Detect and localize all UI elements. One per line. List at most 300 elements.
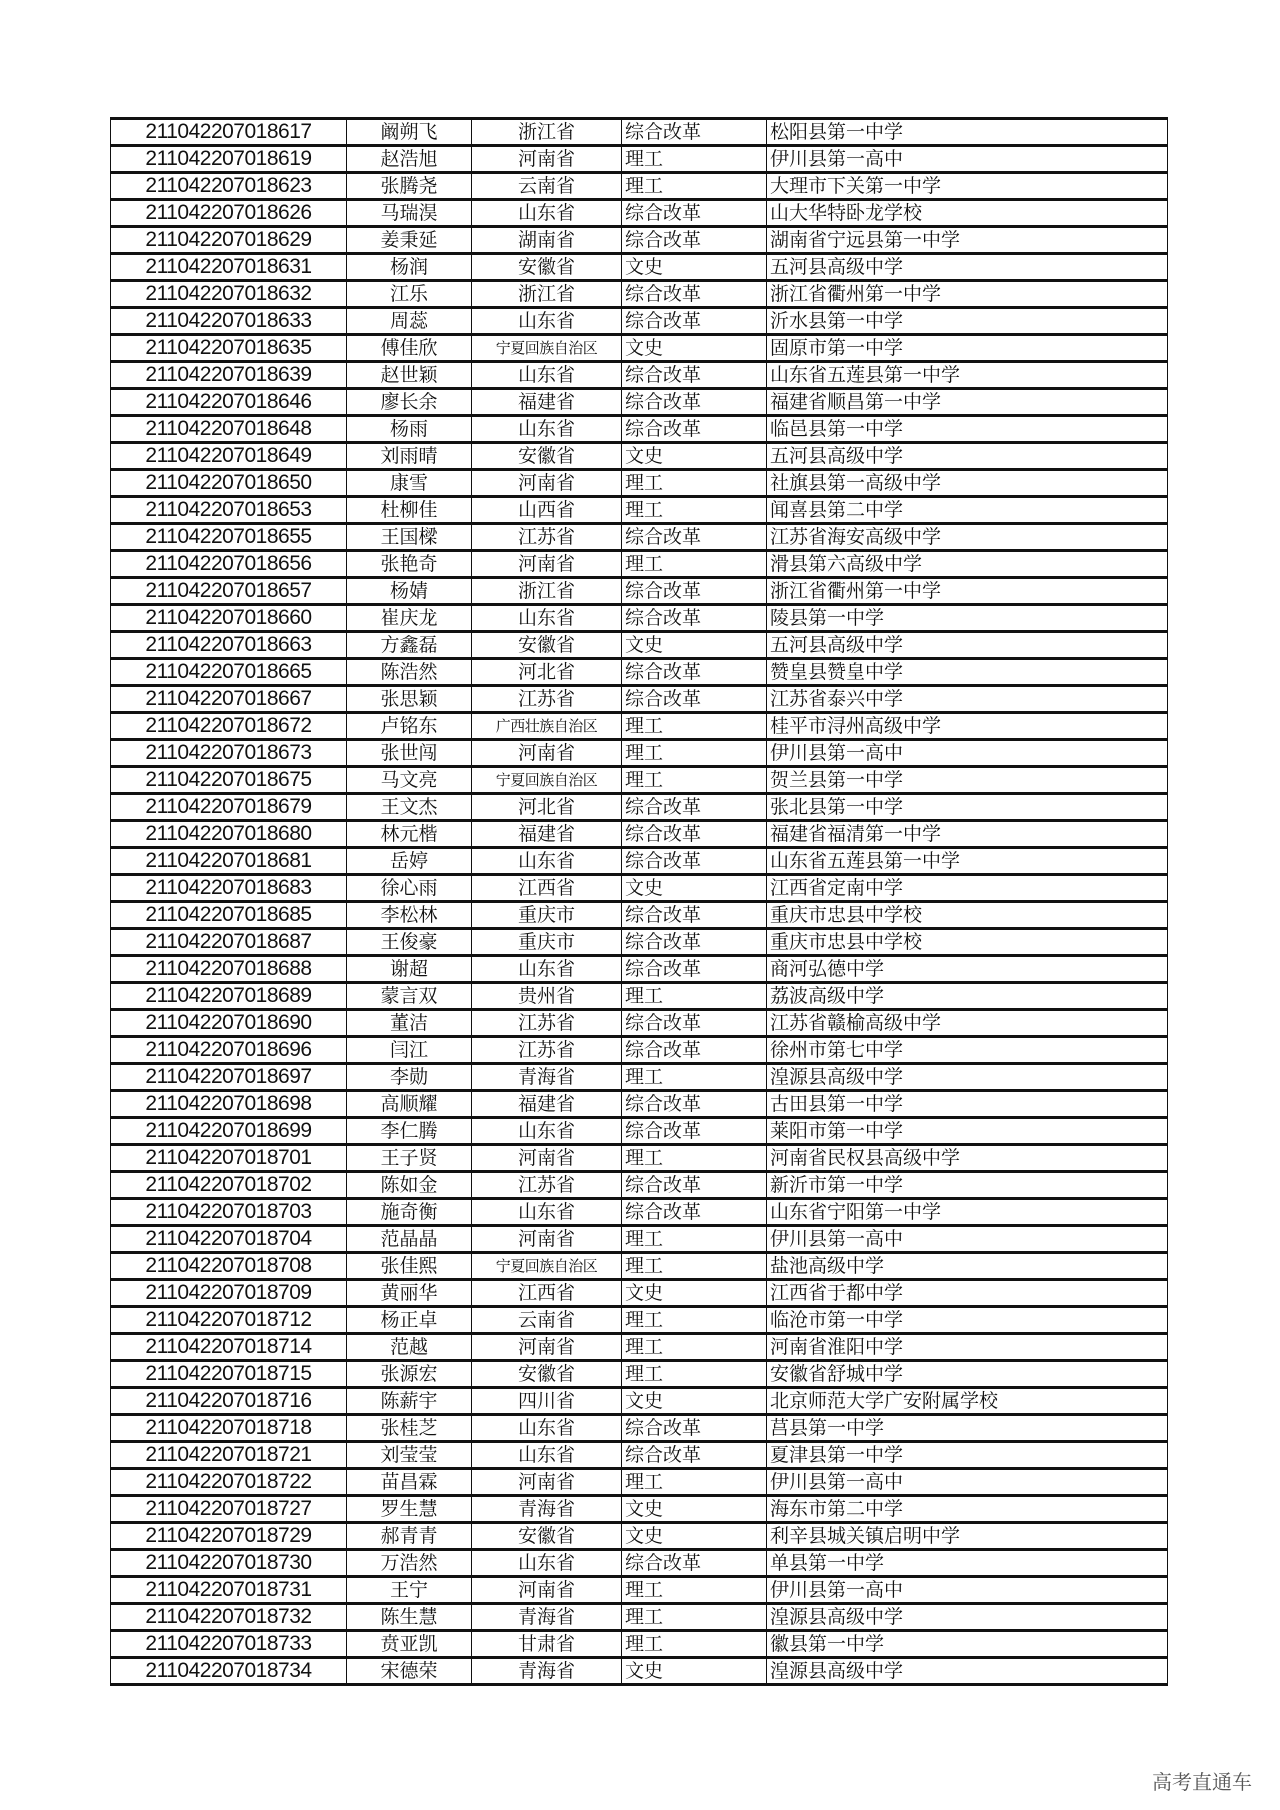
student-name-cell: 赵浩旭 — [347, 146, 472, 173]
province-cell: 江苏省 — [472, 1010, 622, 1037]
exam-number-cell: 211042207018679 — [111, 794, 347, 821]
student-name-cell: 王文杰 — [347, 794, 472, 821]
school-cell: 重庆市忠县中学校 — [767, 929, 1168, 956]
school-cell: 江西省定南中学 — [767, 875, 1168, 902]
exam-number-cell: 211042207018704 — [111, 1226, 347, 1253]
table-row — [111, 524, 1168, 551]
school-cell: 闻喜县第二中学 — [767, 497, 1168, 524]
school-cell: 单县第一中学 — [767, 1550, 1168, 1577]
exam-number-cell: 211042207018672 — [111, 713, 347, 740]
table-row — [111, 1361, 1168, 1388]
school-cell: 临沧市第一中学 — [767, 1307, 1168, 1334]
student-name-cell: 谢超 — [347, 956, 472, 983]
subject-type-cell: 理工 — [622, 1226, 767, 1253]
exam-number-cell: 211042207018715 — [111, 1361, 347, 1388]
exam-number-cell: 211042207018734 — [111, 1658, 347, 1685]
student-name-cell: 杨婧 — [347, 578, 472, 605]
province-cell: 山东省 — [472, 1415, 622, 1442]
school-cell: 盐池高级中学 — [767, 1253, 1168, 1280]
exam-number-cell: 211042207018665 — [111, 659, 347, 686]
province-cell: 河北省 — [472, 659, 622, 686]
school-cell: 伊川县第一高中 — [767, 740, 1168, 767]
table-row — [111, 713, 1168, 740]
student-name-cell: 黄丽华 — [347, 1280, 472, 1307]
province-cell: 山东省 — [472, 1442, 622, 1469]
table-row — [111, 875, 1168, 902]
subject-type-cell: 综合改革 — [622, 929, 767, 956]
province-cell: 青海省 — [472, 1658, 622, 1685]
table-row — [111, 1550, 1168, 1577]
table-row — [111, 308, 1168, 335]
table-row — [111, 470, 1168, 497]
student-name-cell: 李勋 — [347, 1064, 472, 1091]
table-row — [111, 821, 1168, 848]
subject-type-cell: 文史 — [622, 254, 767, 281]
province-cell: 宁夏回族自治区 — [472, 335, 622, 362]
table-row — [111, 902, 1168, 929]
admission-list-table — [110, 117, 1168, 1686]
school-cell: 夏津县第一中学 — [767, 1442, 1168, 1469]
watermark: 高考直通车 — [1152, 1770, 1252, 1794]
exam-number-cell: 211042207018685 — [111, 902, 347, 929]
subject-type-cell: 理工 — [622, 1631, 767, 1658]
subject-type-cell: 理工 — [622, 1361, 767, 1388]
exam-number-cell: 211042207018709 — [111, 1280, 347, 1307]
school-cell: 海东市第二中学 — [767, 1496, 1168, 1523]
province-cell: 山东省 — [472, 308, 622, 335]
subject-type-cell: 综合改革 — [622, 821, 767, 848]
student-name-cell: 杨雨 — [347, 416, 472, 443]
province-cell: 江西省 — [472, 1280, 622, 1307]
province-cell: 河南省 — [472, 551, 622, 578]
school-cell: 河南省民权县高级中学 — [767, 1145, 1168, 1172]
province-cell: 重庆市 — [472, 929, 622, 956]
table-row — [111, 1064, 1168, 1091]
exam-number-cell: 211042207018657 — [111, 578, 347, 605]
subject-type-cell: 综合改革 — [622, 227, 767, 254]
exam-number-cell: 211042207018623 — [111, 173, 347, 200]
school-cell: 五河县高级中学 — [767, 443, 1168, 470]
subject-type-cell: 文史 — [622, 1496, 767, 1523]
table-row — [111, 1010, 1168, 1037]
exam-number-cell: 211042207018701 — [111, 1145, 347, 1172]
table-row — [111, 1280, 1168, 1307]
subject-type-cell: 理工 — [622, 1334, 767, 1361]
province-cell: 安徽省 — [472, 1523, 622, 1550]
exam-number-cell: 211042207018731 — [111, 1577, 347, 1604]
subject-type-cell: 综合改革 — [622, 308, 767, 335]
province-cell: 河南省 — [472, 1469, 622, 1496]
school-cell: 固原市第一中学 — [767, 335, 1168, 362]
exam-number-cell: 211042207018635 — [111, 335, 347, 362]
province-cell: 江西省 — [472, 875, 622, 902]
school-cell: 莱阳市第一中学 — [767, 1118, 1168, 1145]
province-cell: 山东省 — [472, 200, 622, 227]
exam-number-cell: 211042207018680 — [111, 821, 347, 848]
table-row — [111, 173, 1168, 200]
exam-number-cell: 211042207018703 — [111, 1199, 347, 1226]
school-cell: 江苏省泰兴中学 — [767, 686, 1168, 713]
exam-number-cell: 211042207018729 — [111, 1523, 347, 1550]
subject-type-cell: 理工 — [622, 1307, 767, 1334]
school-cell: 大理市下关第一中学 — [767, 173, 1168, 200]
table-row — [111, 119, 1168, 146]
exam-number-cell: 211042207018631 — [111, 254, 347, 281]
table-row — [111, 659, 1168, 686]
subject-type-cell: 理工 — [622, 983, 767, 1010]
province-cell: 安徽省 — [472, 254, 622, 281]
school-cell: 五河县高级中学 — [767, 632, 1168, 659]
school-cell: 滑县第六高级中学 — [767, 551, 1168, 578]
table-row — [111, 632, 1168, 659]
student-name-cell: 闫江 — [347, 1037, 472, 1064]
student-name-cell: 王宁 — [347, 1577, 472, 1604]
province-cell: 贵州省 — [472, 983, 622, 1010]
table-row — [111, 1496, 1168, 1523]
subject-type-cell: 理工 — [622, 1604, 767, 1631]
exam-number-cell: 211042207018697 — [111, 1064, 347, 1091]
subject-type-cell: 综合改革 — [622, 1442, 767, 1469]
table-row — [111, 1037, 1168, 1064]
exam-number-cell: 211042207018626 — [111, 200, 347, 227]
exam-number-cell: 211042207018663 — [111, 632, 347, 659]
school-cell: 山东省宁阳第一中学 — [767, 1199, 1168, 1226]
table-row — [111, 335, 1168, 362]
school-cell: 伊川县第一高中 — [767, 1469, 1168, 1496]
table-row — [111, 281, 1168, 308]
subject-type-cell: 理工 — [622, 1577, 767, 1604]
school-cell: 古田县第一中学 — [767, 1091, 1168, 1118]
table-row — [111, 497, 1168, 524]
exam-number-cell: 211042207018722 — [111, 1469, 347, 1496]
school-cell: 北京师范大学广安附属学校 — [767, 1388, 1168, 1415]
table-row — [111, 389, 1168, 416]
province-cell: 湖南省 — [472, 227, 622, 254]
student-name-cell: 姜秉延 — [347, 227, 472, 254]
exam-number-cell: 211042207018675 — [111, 767, 347, 794]
student-name-cell: 范晶晶 — [347, 1226, 472, 1253]
table-row — [111, 1172, 1168, 1199]
table-row — [111, 1523, 1168, 1550]
student-name-cell: 陈薪宇 — [347, 1388, 472, 1415]
student-name-cell: 罗生慧 — [347, 1496, 472, 1523]
exam-number-cell: 211042207018690 — [111, 1010, 347, 1037]
province-cell: 安徽省 — [472, 443, 622, 470]
province-cell: 山西省 — [472, 497, 622, 524]
province-cell: 青海省 — [472, 1496, 622, 1523]
table-row — [111, 416, 1168, 443]
subject-type-cell: 综合改革 — [622, 1037, 767, 1064]
subject-type-cell: 综合改革 — [622, 848, 767, 875]
exam-number-cell: 211042207018648 — [111, 416, 347, 443]
table-row — [111, 1388, 1168, 1415]
student-name-cell: 廖长余 — [347, 389, 472, 416]
exam-number-cell: 211042207018696 — [111, 1037, 347, 1064]
province-cell: 河南省 — [472, 740, 622, 767]
student-name-cell: 张思颖 — [347, 686, 472, 713]
province-cell: 浙江省 — [472, 119, 622, 146]
school-cell: 利辛县城关镇启明中学 — [767, 1523, 1168, 1550]
school-cell: 陵县第一中学 — [767, 605, 1168, 632]
exam-number-cell: 211042207018721 — [111, 1442, 347, 1469]
exam-number-cell: 211042207018727 — [111, 1496, 347, 1523]
province-cell: 浙江省 — [472, 281, 622, 308]
province-cell: 青海省 — [472, 1604, 622, 1631]
school-cell: 新沂市第一中学 — [767, 1172, 1168, 1199]
province-cell: 山东省 — [472, 956, 622, 983]
school-cell: 山东省五莲县第一中学 — [767, 362, 1168, 389]
student-name-cell: 张世闯 — [347, 740, 472, 767]
school-cell: 江苏省赣榆高级中学 — [767, 1010, 1168, 1037]
table-row — [111, 1199, 1168, 1226]
subject-type-cell: 理工 — [622, 470, 767, 497]
exam-number-cell: 211042207018714 — [111, 1334, 347, 1361]
province-cell: 福建省 — [472, 389, 622, 416]
student-name-cell: 贲亚凯 — [347, 1631, 472, 1658]
student-name-cell: 傅佳欣 — [347, 335, 472, 362]
table-row — [111, 443, 1168, 470]
exam-number-cell: 211042207018688 — [111, 956, 347, 983]
table-row — [111, 686, 1168, 713]
subject-type-cell: 理工 — [622, 740, 767, 767]
school-cell: 松阳县第一中学 — [767, 119, 1168, 146]
student-name-cell: 杜柳佳 — [347, 497, 472, 524]
table-row — [111, 1604, 1168, 1631]
table-row — [111, 1334, 1168, 1361]
exam-number-cell: 211042207018617 — [111, 119, 347, 146]
subject-type-cell: 综合改革 — [622, 578, 767, 605]
school-cell: 沂水县第一中学 — [767, 308, 1168, 335]
school-cell: 重庆市忠县中学校 — [767, 902, 1168, 929]
school-cell: 福建省顺昌第一中学 — [767, 389, 1168, 416]
table-row — [111, 578, 1168, 605]
student-name-cell: 王子贤 — [347, 1145, 472, 1172]
province-cell: 福建省 — [472, 1091, 622, 1118]
school-cell: 湟源县高级中学 — [767, 1604, 1168, 1631]
exam-number-cell: 211042207018629 — [111, 227, 347, 254]
province-cell: 青海省 — [472, 1064, 622, 1091]
table-row — [111, 200, 1168, 227]
student-name-cell: 张艳奇 — [347, 551, 472, 578]
subject-type-cell: 综合改革 — [622, 902, 767, 929]
province-cell: 河南省 — [472, 470, 622, 497]
table-row — [111, 794, 1168, 821]
school-cell: 徐州市第七中学 — [767, 1037, 1168, 1064]
subject-type-cell: 综合改革 — [622, 416, 767, 443]
school-cell: 江西省于都中学 — [767, 1280, 1168, 1307]
table-row — [111, 1577, 1168, 1604]
table-row — [111, 1145, 1168, 1172]
school-cell: 浙江省衢州第一中学 — [767, 578, 1168, 605]
student-name-cell: 李仁腾 — [347, 1118, 472, 1145]
student-name-cell: 杨润 — [347, 254, 472, 281]
student-name-cell: 徐心雨 — [347, 875, 472, 902]
table-row — [111, 1469, 1168, 1496]
province-cell: 山东省 — [472, 1199, 622, 1226]
student-name-cell: 王俊豪 — [347, 929, 472, 956]
subject-type-cell: 理工 — [622, 1469, 767, 1496]
student-name-cell: 刘莹莹 — [347, 1442, 472, 1469]
school-cell: 山东省五莲县第一中学 — [767, 848, 1168, 875]
province-cell: 福建省 — [472, 821, 622, 848]
table-row — [111, 1658, 1168, 1685]
school-cell: 山大华特卧龙学校 — [767, 200, 1168, 227]
subject-type-cell: 综合改革 — [622, 659, 767, 686]
subject-type-cell: 文史 — [622, 1523, 767, 1550]
school-cell: 荔波高级中学 — [767, 983, 1168, 1010]
table-row — [111, 1091, 1168, 1118]
student-name-cell: 张桂芝 — [347, 1415, 472, 1442]
student-name-cell: 方鑫磊 — [347, 632, 472, 659]
table-row — [111, 146, 1168, 173]
school-cell: 福建省福清第一中学 — [767, 821, 1168, 848]
school-cell: 临邑县第一中学 — [767, 416, 1168, 443]
subject-type-cell: 文史 — [622, 875, 767, 902]
province-cell: 宁夏回族自治区 — [472, 1253, 622, 1280]
subject-type-cell: 文史 — [622, 1388, 767, 1415]
subject-type-cell: 文史 — [622, 632, 767, 659]
school-cell: 贺兰县第一中学 — [767, 767, 1168, 794]
table-row — [111, 605, 1168, 632]
school-cell: 商河弘德中学 — [767, 956, 1168, 983]
table-body — [111, 119, 1168, 1685]
student-name-cell: 马文亮 — [347, 767, 472, 794]
school-cell: 安徽省舒城中学 — [767, 1361, 1168, 1388]
subject-type-cell: 综合改革 — [622, 119, 767, 146]
school-cell: 徽县第一中学 — [767, 1631, 1168, 1658]
subject-type-cell: 理工 — [622, 713, 767, 740]
student-name-cell: 周蕊 — [347, 308, 472, 335]
exam-number-cell: 211042207018687 — [111, 929, 347, 956]
student-name-cell: 杨正卓 — [347, 1307, 472, 1334]
exam-number-cell: 211042207018633 — [111, 308, 347, 335]
exam-number-cell: 211042207018689 — [111, 983, 347, 1010]
exam-number-cell: 211042207018653 — [111, 497, 347, 524]
student-name-cell: 陈如金 — [347, 1172, 472, 1199]
school-cell: 莒县第一中学 — [767, 1415, 1168, 1442]
province-cell: 山东省 — [472, 362, 622, 389]
province-cell: 河南省 — [472, 146, 622, 173]
subject-type-cell: 理工 — [622, 146, 767, 173]
student-name-cell: 万浩然 — [347, 1550, 472, 1577]
student-name-cell: 范越 — [347, 1334, 472, 1361]
exam-number-cell: 211042207018716 — [111, 1388, 347, 1415]
subject-type-cell: 理工 — [622, 551, 767, 578]
student-name-cell: 施奇衡 — [347, 1199, 472, 1226]
subject-type-cell: 综合改革 — [622, 1415, 767, 1442]
province-cell: 江苏省 — [472, 524, 622, 551]
table-row — [111, 227, 1168, 254]
subject-type-cell: 综合改革 — [622, 362, 767, 389]
table-row — [111, 1253, 1168, 1280]
school-cell: 浙江省衢州第一中学 — [767, 281, 1168, 308]
subject-type-cell: 综合改革 — [622, 794, 767, 821]
subject-type-cell: 理工 — [622, 497, 767, 524]
province-cell: 江苏省 — [472, 1172, 622, 1199]
exam-number-cell: 211042207018650 — [111, 470, 347, 497]
subject-type-cell: 综合改革 — [622, 1199, 767, 1226]
subject-type-cell: 文史 — [622, 1280, 767, 1307]
exam-number-cell: 211042207018649 — [111, 443, 347, 470]
exam-number-cell: 211042207018733 — [111, 1631, 347, 1658]
exam-number-cell: 211042207018699 — [111, 1118, 347, 1145]
school-cell: 桂平市浔州高级中学 — [767, 713, 1168, 740]
student-name-cell: 崔庆龙 — [347, 605, 472, 632]
student-name-cell: 李松林 — [347, 902, 472, 929]
student-name-cell: 康雪 — [347, 470, 472, 497]
province-cell: 江苏省 — [472, 1037, 622, 1064]
exam-number-cell: 211042207018646 — [111, 389, 347, 416]
province-cell: 宁夏回族自治区 — [472, 767, 622, 794]
subject-type-cell: 文史 — [622, 443, 767, 470]
subject-type-cell: 综合改革 — [622, 1118, 767, 1145]
exam-number-cell: 211042207018698 — [111, 1091, 347, 1118]
subject-type-cell: 理工 — [622, 173, 767, 200]
table-row — [111, 956, 1168, 983]
student-name-cell: 蒙言双 — [347, 983, 472, 1010]
province-cell: 河南省 — [472, 1145, 622, 1172]
table-row — [111, 929, 1168, 956]
exam-number-cell: 211042207018639 — [111, 362, 347, 389]
exam-number-cell: 211042207018732 — [111, 1604, 347, 1631]
subject-type-cell: 综合改革 — [622, 956, 767, 983]
province-cell: 山东省 — [472, 1550, 622, 1577]
exam-number-cell: 211042207018667 — [111, 686, 347, 713]
province-cell: 河北省 — [472, 794, 622, 821]
school-cell: 湟源县高级中学 — [767, 1658, 1168, 1685]
school-cell: 伊川县第一高中 — [767, 1577, 1168, 1604]
table-row — [111, 254, 1168, 281]
province-cell: 安徽省 — [472, 1361, 622, 1388]
student-name-cell: 江乐 — [347, 281, 472, 308]
province-cell: 河南省 — [472, 1334, 622, 1361]
subject-type-cell: 综合改革 — [622, 605, 767, 632]
table-row — [111, 551, 1168, 578]
table-row — [111, 1118, 1168, 1145]
exam-number-cell: 211042207018656 — [111, 551, 347, 578]
exam-number-cell: 211042207018730 — [111, 1550, 347, 1577]
province-cell: 广西壮族自治区 — [472, 713, 622, 740]
student-name-cell: 赵世颖 — [347, 362, 472, 389]
student-name-cell: 刘雨晴 — [347, 443, 472, 470]
table-row — [111, 1307, 1168, 1334]
table-row — [111, 362, 1168, 389]
student-name-cell: 宋德荣 — [347, 1658, 472, 1685]
school-cell: 伊川县第一高中 — [767, 146, 1168, 173]
subject-type-cell: 文史 — [622, 335, 767, 362]
exam-number-cell: 211042207018619 — [111, 146, 347, 173]
province-cell: 重庆市 — [472, 902, 622, 929]
student-name-cell: 高顺耀 — [347, 1091, 472, 1118]
student-name-cell: 张腾尧 — [347, 173, 472, 200]
subject-type-cell: 综合改革 — [622, 200, 767, 227]
school-cell: 赞皇县赞皇中学 — [767, 659, 1168, 686]
province-cell: 山东省 — [472, 1118, 622, 1145]
exam-number-cell: 211042207018660 — [111, 605, 347, 632]
school-cell: 社旗县第一高级中学 — [767, 470, 1168, 497]
table-row — [111, 1631, 1168, 1658]
province-cell: 云南省 — [472, 1307, 622, 1334]
subject-type-cell: 综合改革 — [622, 281, 767, 308]
table-row — [111, 740, 1168, 767]
exam-number-cell: 211042207018632 — [111, 281, 347, 308]
exam-number-cell: 211042207018681 — [111, 848, 347, 875]
school-cell: 湟源县高级中学 — [767, 1064, 1168, 1091]
school-cell: 湖南省宁远县第一中学 — [767, 227, 1168, 254]
exam-number-cell: 211042207018655 — [111, 524, 347, 551]
school-cell: 河南省淮阳中学 — [767, 1334, 1168, 1361]
exam-number-cell: 211042207018712 — [111, 1307, 347, 1334]
